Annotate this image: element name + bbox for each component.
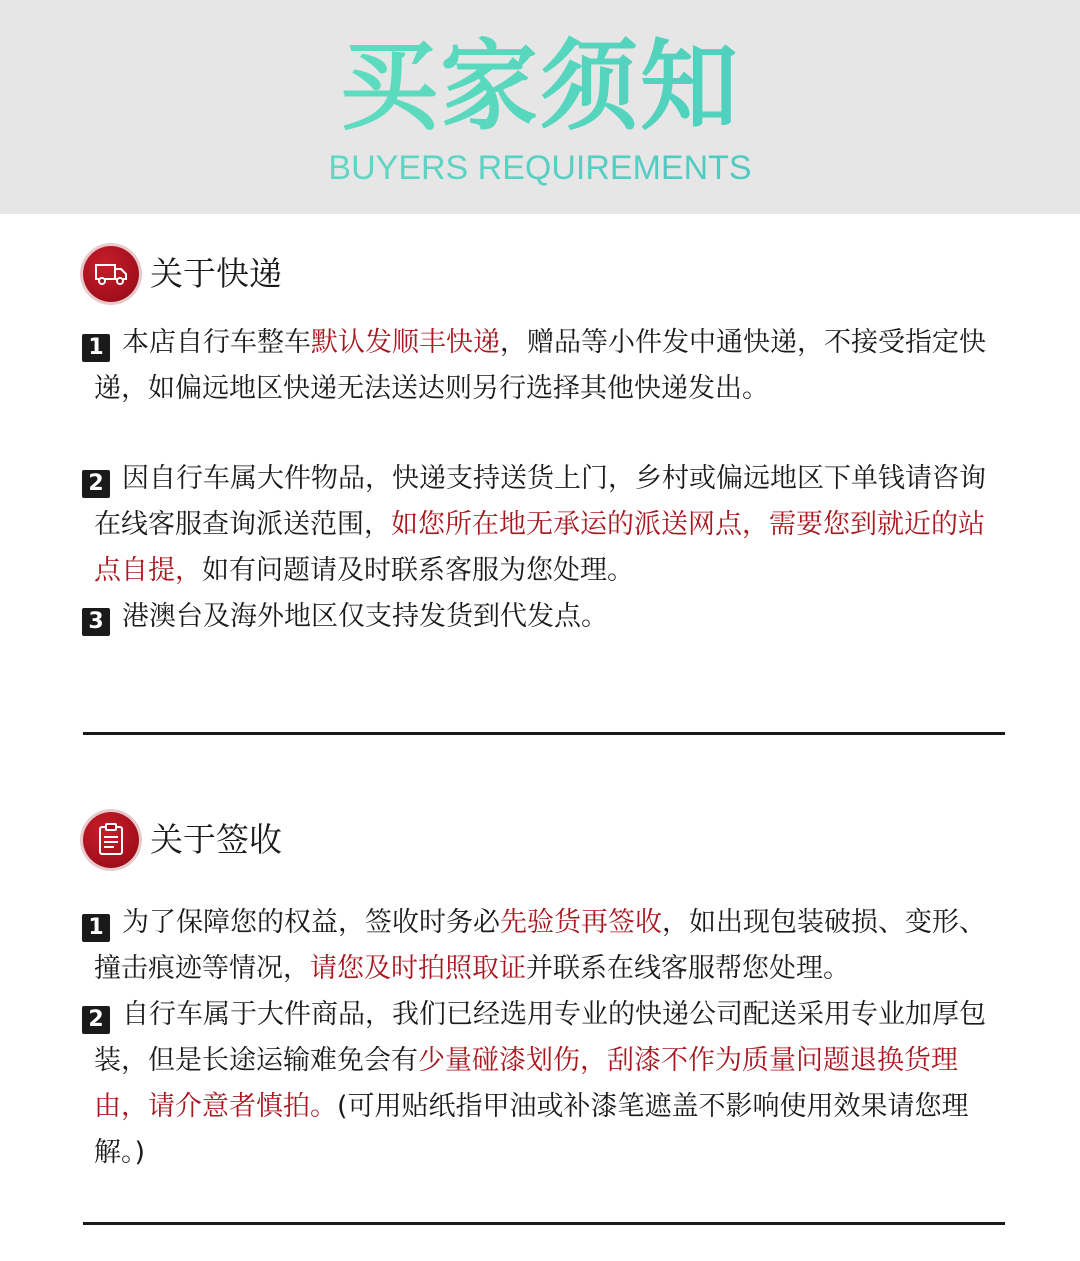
number-badge: 2: [82, 1006, 110, 1034]
number-badge: 3: [82, 608, 110, 636]
header-banner: [0, 0, 1080, 214]
delivery-item-2: 2 因自行车属大件物品，快递支持送货上门，乡村或偏远地区下单钱请咨询在线客服查询派送范围，如您所在地无承运的派送网点，需要您到就近的站点自提，如有问题请及时联系客服为您处理。: [94, 456, 994, 594]
number-badge: 2: [82, 470, 110, 498]
page-title: 买家须知: [0, 28, 1080, 146]
page-subtitle: BUYERS REQUIREMENTS: [0, 148, 1080, 188]
section-title-signing: 关于签收: [150, 820, 282, 859]
number-badge: 1: [82, 914, 110, 942]
section-divider: [83, 732, 1005, 735]
delivery-item-1: 1 本店自行车整车默认发顺丰快递，赠品等小件发中通快递，不接受指定快递，如偏远地区快递无法送达则另行选择其他快递发出。: [94, 320, 994, 412]
delivery-item-3: 3 港澳台及海外地区仅支持发货到代发点。: [94, 594, 994, 640]
signing-item-2: 2 自行车属于大件商品，我们已经选用专业的快递公司配送采用专业加厚包装，但是长途运输难免会有少量碰漆划伤，刮漆不作为质量问题退换货理由，请介意者慎拍。(可用贴纸指甲油或补漆笔遮盖不影响使用效果请您理解。): [94, 992, 994, 1176]
section-title-delivery: 关于快递: [150, 254, 282, 293]
signing-item-1: 1 为了保障您的权益，签收时务必先验货再签收，如出现包装破损、变形、撞击痕迹等情况，请您及时拍照取证并联系在线客服帮您处理。: [94, 900, 994, 992]
truck-icon: [83, 246, 139, 302]
section-divider: [83, 1222, 1005, 1225]
clipboard-icon: [83, 812, 139, 868]
number-badge: 1: [82, 334, 110, 362]
